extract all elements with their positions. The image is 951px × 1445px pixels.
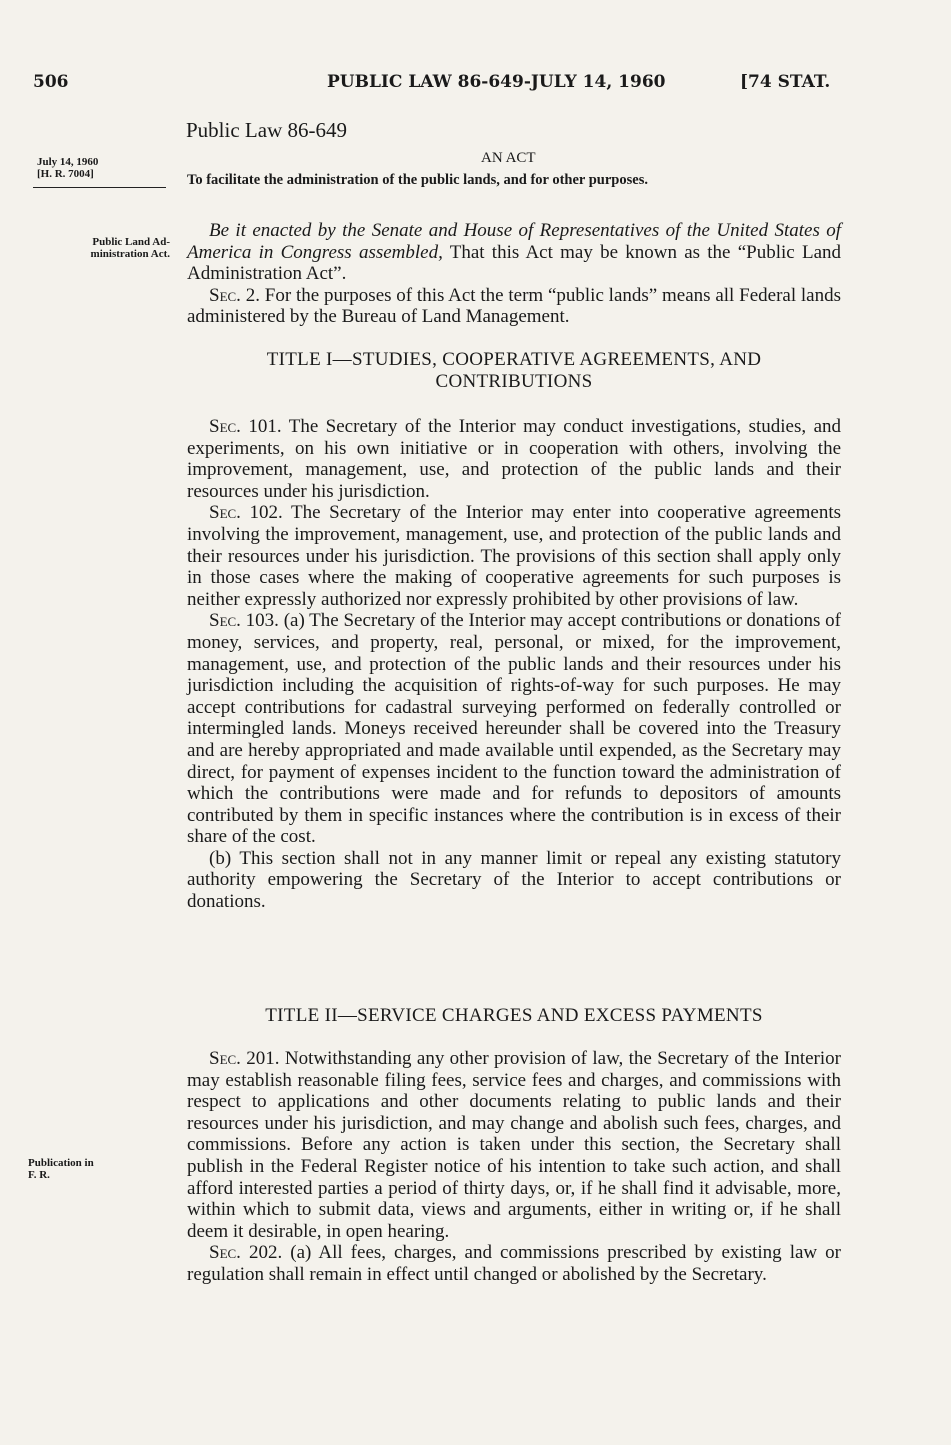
- section-202-label: Sec. 202.: [209, 1242, 283, 1264]
- section-101: [187, 416, 841, 502]
- section-103-text: (a) The Secretary of the Interior may accept contributions or donations of money, services, and property, real, personal, or mixed, for the improvement, management, use, and protection of the public lands and their resources under his jurisdiction including the acquisition of rights-of-way for such purposes. He may accept contributions for cadastral surveying performed on federally controlled or intermingled lands. Moneys received hereunder shall be covered into the Treasury and are hereby appropriated and made available until expended, as the Secretary may direct, for payment of expenses incident to the function toward the administration of which the contributions were made and for refunds to depositors of amounts contributed by them in specific instances where the contribution is in excess of their share of the cost.: [187, 610, 841, 848]
- volume-reference: [74 STAT.: [740, 72, 831, 92]
- margin-publication-line1: Publication in: [28, 1157, 94, 1169]
- section-101-label: Sec. 101.: [209, 416, 282, 437]
- enacting-clause: [187, 220, 841, 285]
- margin-bill-number: [H. R. 7004]: [37, 168, 94, 180]
- section-202: [187, 1242, 841, 1285]
- section-103-label: Sec. 103.: [209, 610, 279, 632]
- section-2-text: For the purposes of this Act the term “public lands” means all Federal lands administered by the Bureau of Land Management.: [187, 284, 842, 328]
- margin-short-title-note: [20, 236, 170, 260]
- title-1-body: [187, 416, 841, 913]
- margin-short-title-line2: ministration Act.: [90, 248, 170, 260]
- margin-short-title-line1: Public Land Ad-: [92, 236, 170, 248]
- section-102-label: Sec. 102.: [209, 502, 283, 524]
- section-103-a: [187, 610, 841, 848]
- title-1-line2: CONTRIBUTIONS: [435, 371, 593, 392]
- section-201-text: Notwithstanding any other provision of law, the Secretary of the Interior may establish reasonable filing fees, service fees and charges, and commissions with respect to applications and other documents relating to public lands and their resources under his jurisdiction, and may change and abolish such fees, charges, and commissions. Before any action is taken under this section, the Secretary shall publish in the Federal Register notice of his intention to take such action, and shall afford interested parties a period of thirty days, or, if he shall find it advisable, more, within which to submit data, views and arguments, either in writing or, if he shall deem it desirable, in open hearing.: [187, 1048, 841, 1242]
- section-102: [187, 502, 841, 610]
- law-title: Public Law 86-649: [186, 118, 347, 142]
- enacting-section: [187, 220, 841, 328]
- section-2: [187, 285, 841, 328]
- title-2-heading: TITLE II—SERVICE CHARGES AND EXCESS PAYMENTS: [265, 1005, 763, 1026]
- margin-date: July 14, 1960: [37, 156, 99, 168]
- margin-divider: [33, 187, 166, 188]
- section-101-text: The Secretary of the Interior may conduct investigations, studies, and experiments, on his own initiative or in cooperation with others, involving the improvement, management, use, and protection of the public lands and their resources under his jurisdiction.: [187, 416, 841, 502]
- section-202-text: (a) All fees, charges, and commissions prescribed by existing law or regulation shall remain in effect until changed or abolished by the Secretary.: [187, 1242, 842, 1285]
- margin-publication-note: [28, 1157, 94, 1181]
- running-title: PUBLIC LAW 86-649-JULY 14, 1960: [327, 72, 666, 92]
- margin-publication-line2: F. R.: [28, 1169, 50, 1181]
- enacting-clause-rest: That this Act may be known as the “Public Land Administration Act”.: [187, 241, 841, 285]
- title-1-heading: [187, 349, 841, 393]
- section-201: [187, 1048, 841, 1242]
- margin-date-note: [37, 156, 168, 180]
- section-103-b: (b) This section shall not in any manner limit or repeal any existing statutory authority empowering the Secretary of the Interior to accept contributions or donations.: [187, 847, 841, 913]
- act-subtitle: To facilitate the administration of the public lands, and for other purposes.: [187, 172, 648, 188]
- section-201-label: Sec. 201.: [209, 1048, 280, 1069]
- title-2-body: [187, 1048, 841, 1286]
- page-number: 506: [33, 72, 69, 92]
- act-heading: AN ACT: [481, 150, 536, 166]
- section-102-text: The Secretary of the Interior may enter into cooperative agreements involving the improvement, management, use, and protection of the public lands and their resources under his jurisdiction. The provisions of this section shall apply only in those cases where the making of cooperative agreements for such purposes is neither expressly authorized nor expressly prohibited by other provisions of law.: [187, 502, 841, 610]
- enacting-clause-italic: Be it enacted by the Senate and House of Representatives of the United States of America in Congress assembled,: [187, 220, 841, 263]
- title-1-line1: TITLE I—STUDIES, COOPERATIVE AGREEMENTS, AND: [266, 349, 762, 370]
- section-2-label: Sec. 2.: [209, 284, 260, 306]
